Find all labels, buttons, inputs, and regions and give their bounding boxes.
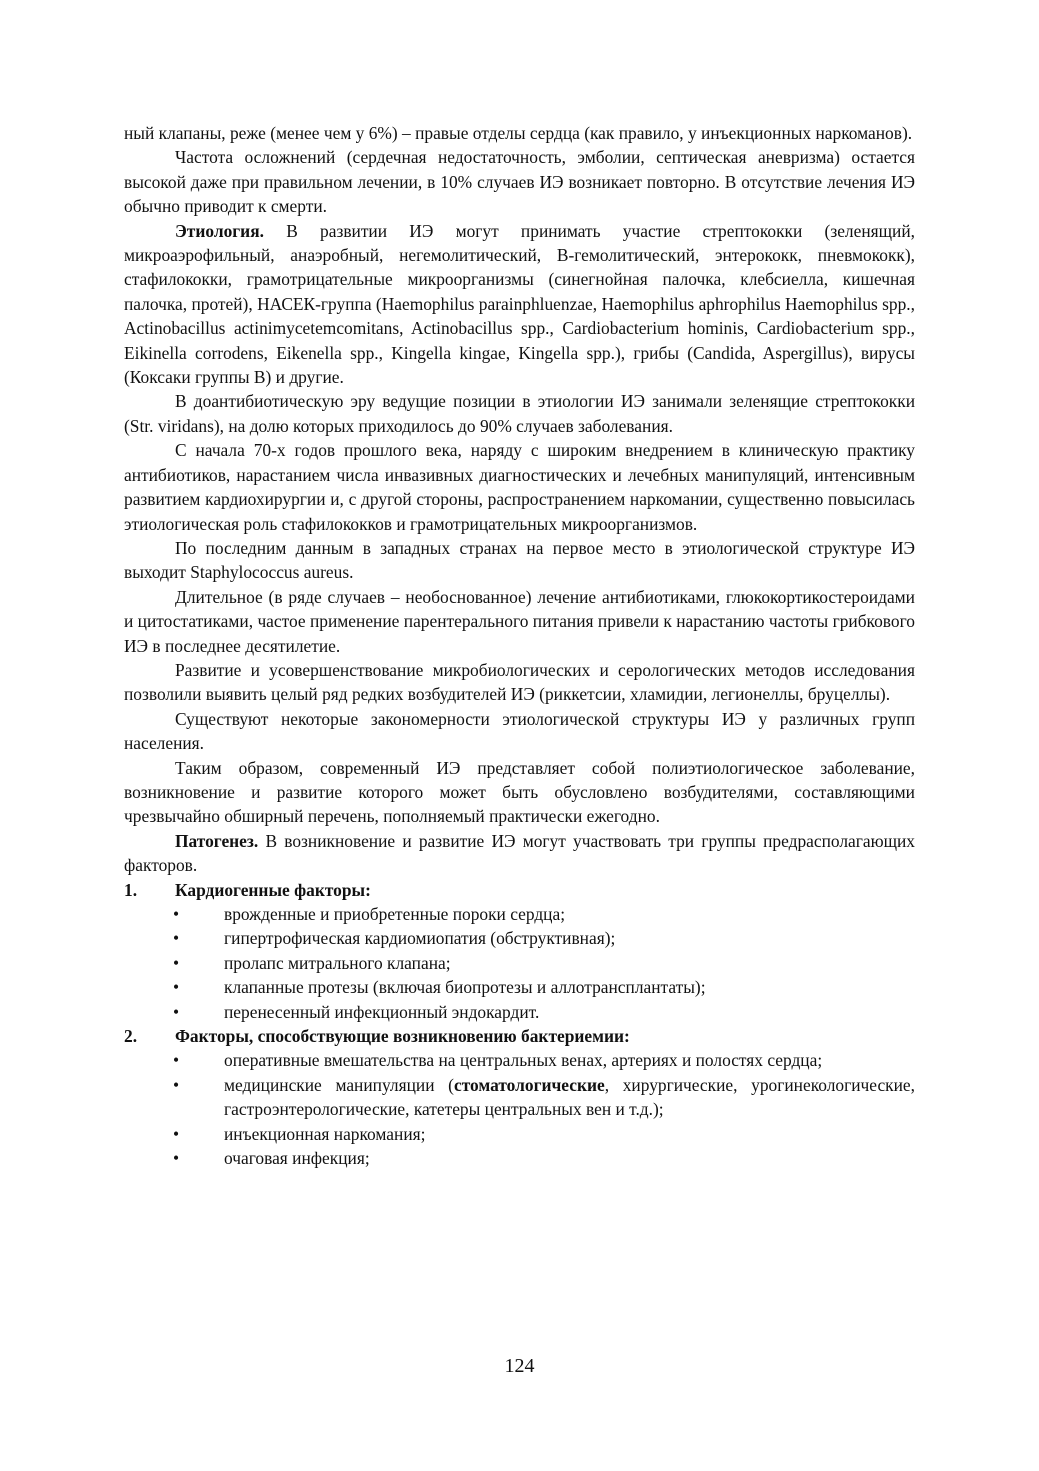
- paragraph-fungal: Длительное (в ряде случаев – необоснованное) лечение антибиотиками, глюкокортикостероидами и цитостатиками, частое применение парентерального питания привели к нарастанию частоты грибкового ИЭ в последнее десятилетие.: [124, 586, 915, 656]
- bacteremia-factors-list: [124, 1048, 915, 1170]
- bullet-icon: •: [173, 977, 180, 998]
- paragraph-continuation: ный клапаны, реже (менее чем у 6%) – правые отделы сердца (как правило, у инъекционных наркоманов).: [124, 123, 913, 143]
- paragraph-western-data: По последним данным в западных странах на первое место в этиологической структуре ИЭ выходит Staphylococcus aureus.: [124, 537, 915, 583]
- list-title: Факторы, способствующие возникновению бактериемии:: [175, 1026, 630, 1047]
- paragraph-preantibiotic-era: В доантибиотическую эру ведущие позиции в этиологии ИЭ занимали зеленящие стрептококки (Str. viridans), на долю которых приходилось до 90% случаев заболевания.: [124, 391, 915, 436]
- etiology-text: В развитии ИЭ могут принимать участие стрептококки (зеленящий, микроаэрофильный, анаэробный, негемолитический, В-гемолитический, энтерококк, пневмококк), стафилококки, грамотрицательные микроорганизмы (синегнойная палочка, клебсиелла, кишечная палочка, протей), НАСЕК-группа (Haemophilus parainphluenzae, Haemophilus aphrophilus Haemophilus spp., Actinobacillus actinimycetemcomitans, Actinobacillus spp., Cardiobacterium hominis, Cardiobacterium spp., Eikinella corrodens, Eikenella spp., Kingella kingae, Kingella spp.), грибы (Candida, Aspergillus), вирусы (Коксаки группы В) и другие.: [124, 220, 915, 388]
- bullet-icon: •: [173, 928, 180, 949]
- bullet-icon: •: [173, 904, 180, 924]
- list-item: • пролапс митрального клапана;: [124, 951, 915, 975]
- list-item: • инъекционная наркомания;: [124, 1122, 915, 1146]
- bullet-icon: •: [173, 1074, 180, 1095]
- paragraph-seventies: С начала 70-х годов прошлого века, наряду с широким внедрением в клиническую практику антибиотиков, нарастанием числа инвазивных диагностических и лечебных манипуляций, интенсивным развитием кардиохирургии и, с другой стороны, распространением наркомании, существенно повысилась этиологическая роль стафилококков и грамотрицательных микроорганизмов.: [124, 440, 915, 534]
- list-heading-cardiogenic: [124, 878, 915, 902]
- pathogenesis-heading: Патогенез.: [175, 830, 259, 851]
- bullet-icon: •: [173, 1148, 180, 1169]
- page-number: 124: [504, 1355, 535, 1377]
- list-number: 2.: [124, 1026, 138, 1047]
- document-body: [124, 121, 915, 1170]
- list-heading-bacteremia: [124, 1024, 915, 1048]
- list-item: • клапанные протезы (включая биопротезы и аллотрансплантаты);: [124, 975, 915, 999]
- list-item: • перенесенный инфекционный эндокардит.: [124, 1000, 915, 1024]
- bullet-icon: •: [173, 952, 180, 973]
- list-item: • врожденные и приобретенные пороки сердца;: [124, 902, 915, 926]
- paragraph-etiology: [124, 219, 915, 390]
- pathogenesis-text: В возникновение и развитие ИЭ могут участвовать три группы предрасполагающих факторов.: [124, 830, 915, 876]
- emphasis-dental: стоматологические: [453, 1074, 605, 1095]
- cardiogenic-factors-list: [124, 902, 915, 1024]
- list-item: • медицинские манипуляции (стоматологические, хирургические, урогинекологические, гастроэнтерологические, катетеры центральных вен и т.д.);: [124, 1073, 915, 1122]
- paragraph-complications: Частота осложнений (сердечная недостаточность, эмболии, септическая аневризма) остается высокой даже при правильном лечении, в 10% случаев ИЭ возникает повторно. В отсутствие лечения ИЭ обычно приводит к смерти.: [124, 147, 915, 217]
- paragraph-population-groups: Существуют некоторые закономерности этиологической структуры ИЭ у различных групп населения.: [124, 708, 915, 754]
- list-title: Кардиогенные факторы:: [175, 879, 371, 900]
- list-item: • гипертрофическая кардиомиопатия (обструктивная);: [124, 926, 915, 950]
- list-item: • очаговая инфекция;: [124, 1146, 915, 1170]
- paragraph-pathogenesis: [124, 829, 915, 878]
- list-item: • оперативные вмешательства на центральных венах, артериях и полостях сердца;: [124, 1048, 915, 1072]
- paragraph-conclusion: Таким образом, современный ИЭ представляет собой полиэтиологическое заболевание, возникновение и развитие которого может быть обусловлено возбудителями, составляющими чрезвычайно обширный перечень, пополняемый практически ежегодно.: [124, 757, 915, 827]
- bullet-icon: •: [173, 1123, 180, 1144]
- etiology-heading: Этиология.: [175, 220, 264, 241]
- bullet-icon: •: [173, 1001, 180, 1022]
- bullet-icon: •: [173, 1050, 180, 1071]
- paragraph-rare-pathogens: Развитие и усовершенствование микробиологических и серологических методов исследования позволили выявить целый ряд редких возбудителей ИЭ (риккетсии, хламидии, легионеллы, бруцеллы).: [124, 659, 915, 705]
- list-number: 1.: [124, 879, 138, 900]
